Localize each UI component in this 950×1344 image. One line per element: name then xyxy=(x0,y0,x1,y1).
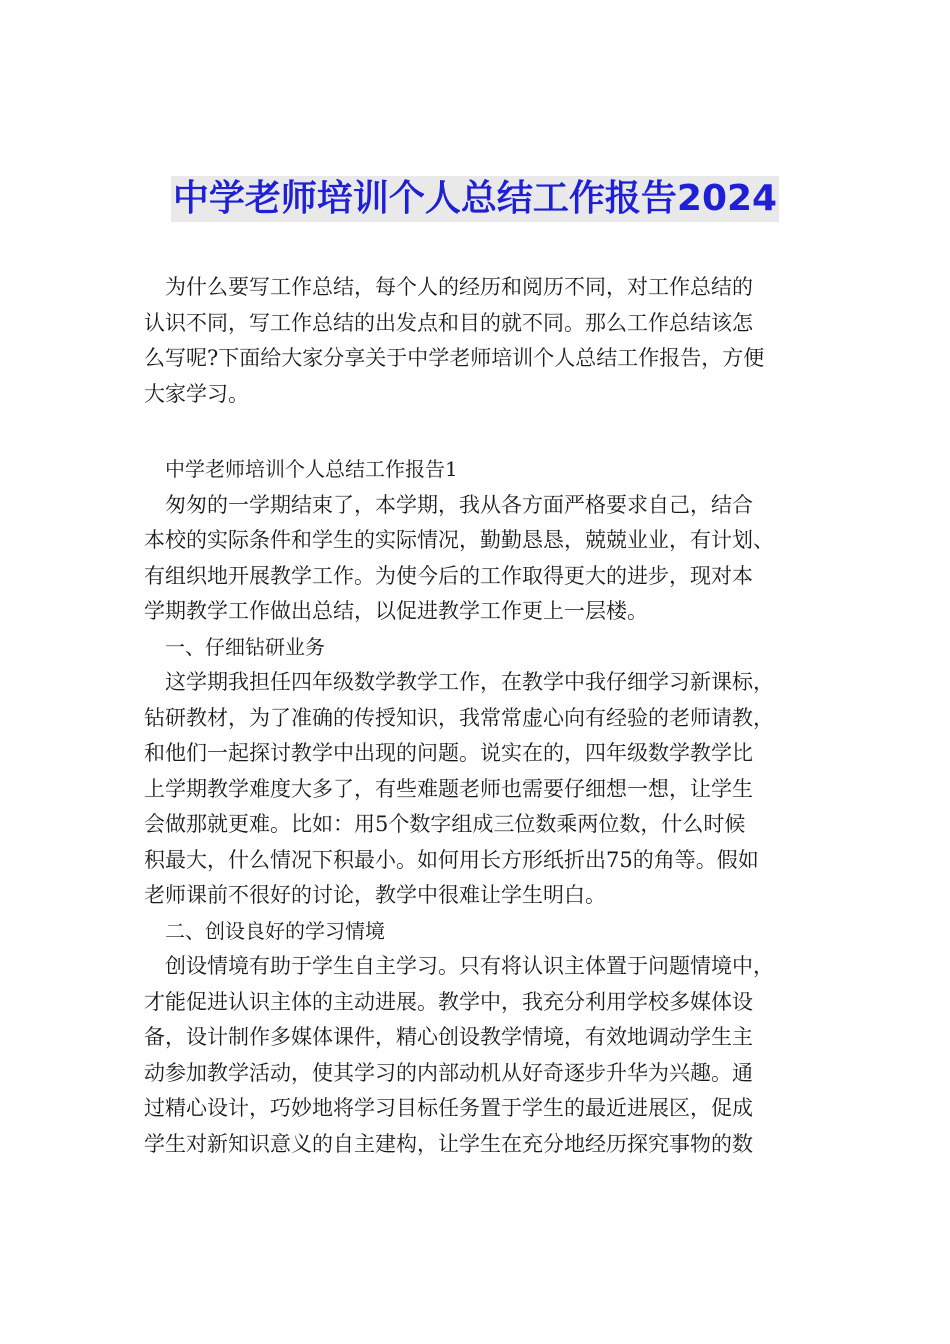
text-line: 老师课前不很好的讨论，教学中很难让学生明白。 xyxy=(144,883,606,907)
text-line: 和他们一起探讨教学中出现的问题。说实在的，四年级数学教学比 xyxy=(144,741,753,765)
text-line: 这学期我担任四年级数学教学工作，在教学中我仔细学习新课标， xyxy=(165,670,774,694)
section-heading-1: 一、仔细钻研业务 xyxy=(165,634,325,659)
text-line: 为什么要写工作总结，每个人的经历和阅历不同，对工作总结的 xyxy=(165,275,753,299)
text-line: 认识不同，写工作总结的出发点和目的就不同。那么工作总结该怎 xyxy=(144,310,753,335)
text-line: 创设情境有助于学生自主学习。只有将认识主体置于问题情境中， xyxy=(165,954,774,978)
paragraph-gap xyxy=(144,412,810,452)
section-heading-2: 二、创设良好的学习情境 xyxy=(165,918,385,943)
text-line: 动参加教学活动，使其学习的内部动机从好奇逐步升华为兴趣。通 xyxy=(144,1060,753,1085)
report-heading: 中学老师培训个人总结工作报告1 xyxy=(165,457,458,481)
paragraph-2 xyxy=(144,665,810,914)
text-line: 积最大，什么情况下积最小。如何用长方形纸折出75的角等。假如 xyxy=(144,847,759,872)
text-line: 学生对新知识意义的自主建构，让学生在充分地经历探究事物的数 xyxy=(144,1131,753,1156)
paragraph-1 xyxy=(144,488,810,630)
document-title: 中学老师培训个人总结工作报告2024 xyxy=(171,176,779,222)
text-line: 学期教学工作做出总结，以促进教学工作更上一层楼。 xyxy=(144,599,648,623)
text-line: 钻研教材，为了准确的传授知识，我常常虚心向有经验的老师请教， xyxy=(144,705,774,730)
text-line: 备，设计制作多媒体课件，精心创设教学情境，有效地调动学生主 xyxy=(144,1025,753,1049)
text-line: 过精心设计，巧妙地将学习目标任务置于学生的最近进展区，促成 xyxy=(144,1096,753,1120)
text-line: 上学期教学难度大多了，有些难题老师也需要仔细想一想，让学生 xyxy=(144,776,753,801)
text-line: 会做那就更难。比如：用5个数字组成三位数乘两位数，什么时候 xyxy=(144,812,746,836)
text-line: 么写呢?下面给大家分享关于中学老师培训个人总结工作报告，方便 xyxy=(144,346,765,370)
text-line: 有组织地开展教学工作。为使今后的工作取得更大的进步，现对本 xyxy=(144,563,753,588)
text-line: 才能促进认识主体的主动进展。教学中，我充分利用学校多媒体设 xyxy=(144,989,753,1014)
text-line: 大家学习。 xyxy=(144,381,249,406)
document-body xyxy=(144,270,810,1162)
text-line: 匆匆的一学期结束了，本学期，我从各方面严格要求自己，结合 xyxy=(165,492,753,517)
intro-paragraph xyxy=(144,270,810,412)
paragraph-3 xyxy=(144,949,810,1162)
title-container xyxy=(0,176,950,222)
text-line: 本校的实际条件和学生的实际情况，勤勤恳恳，兢兢业业，有计划、 xyxy=(144,528,774,552)
